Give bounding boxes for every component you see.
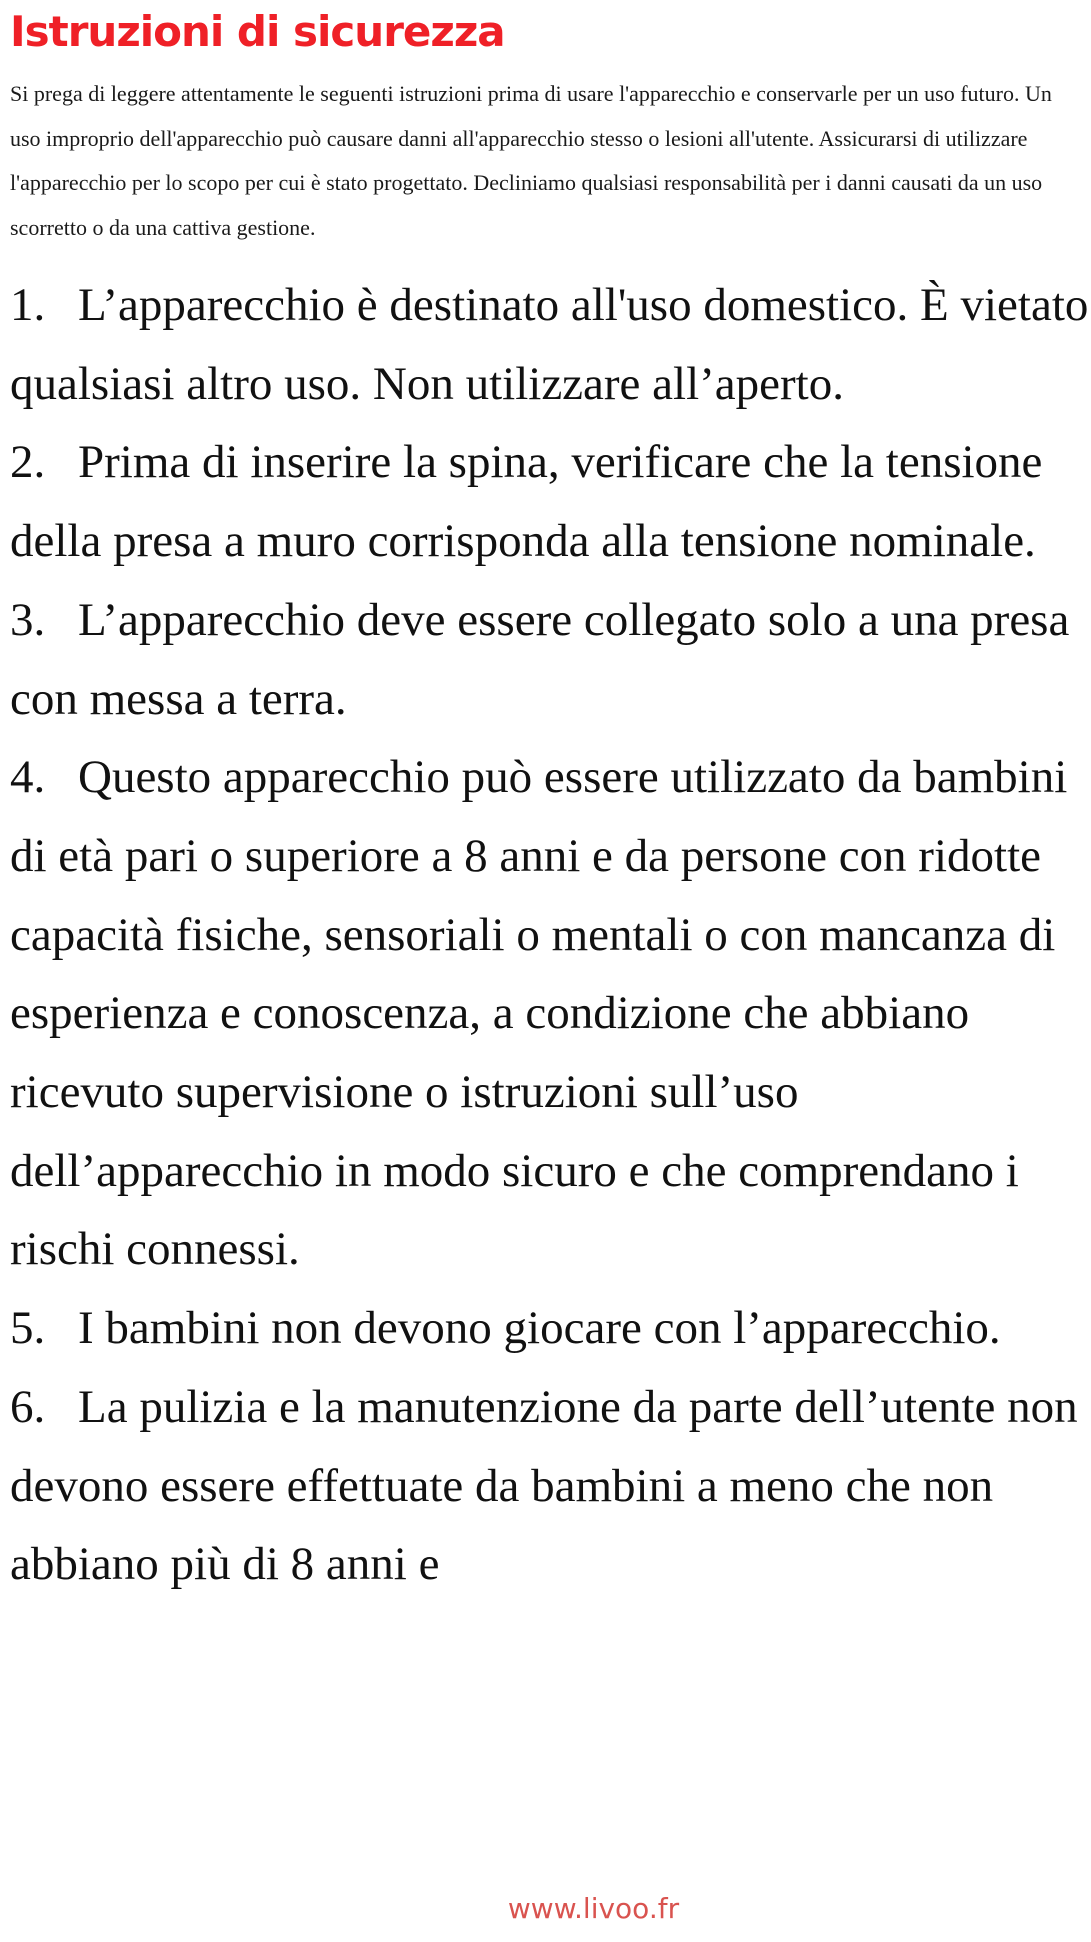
rule-text: Prima di inserire la spina, verificare che la tensione della presa a muro corrisponda alla tensione nominale. [10, 436, 1043, 568]
safety-rules-list [10, 266, 1091, 1604]
rule-number: 5. [10, 1302, 46, 1355]
rule-text: L’apparecchio deve essere collegato solo a una presa con messa a terra. [10, 593, 1070, 725]
rule-text: Questo apparecchio può essere utilizzato da bambini di età pari o superiore a 8 anni e da persone con ridotte capacità fisiche, sensoriali o mentali o con mancanza di esperienza e conoscenza, a condizione che abbiano ricevuto supervisione o istruzioni sull’uso dell’apparecchio in modo sicuro e che comprendano i rischi connessi. [10, 751, 1068, 1276]
rule-number: 6. [10, 1380, 46, 1433]
intro-paragraph: Si prega di leggere attentamente le seguenti istruzioni prima di usare l'apparecchio e conservarle per un uso futuro. Un uso improprio dell'apparecchio può causare danni all'apparecchio stesso o lesioni all'utente. Assicurarsi di utilizzare l'apparecchio per lo scopo per cui è stato progettato. Decliniamo qualsiasi responsabilità per i danni causati da un uso scorretto o da una cattiva gestione. [10, 81, 1052, 240]
safety-rule-1 [10, 266, 1091, 423]
safety-rule-4 [10, 738, 1091, 1289]
rule-text: La pulizia e la manutenzione da parte dell’utente non devono essere effettuate da bambini a meno che non abbiano più di 8 anni e [10, 1380, 1078, 1591]
safety-rule-5 [10, 1289, 1091, 1368]
rule-number: 2. [10, 436, 46, 489]
safety-rule-3 [10, 581, 1091, 738]
rule-text: L’apparecchio è destinato all'uso domestico. È vietato qualsiasi altro uso. Non utilizzare all’aperto. [10, 279, 1089, 410]
rule-number: 1. [10, 279, 46, 331]
footer-website-link[interactable]: www.livoo.fr [507, 1892, 680, 1925]
rule-number: 3. [10, 593, 46, 646]
rule-text: I bambini non devono giocare con l’apparecchio. [78, 1302, 1001, 1355]
safety-rule-6 [10, 1368, 1091, 1604]
page-title: Istruzioni di sicurezza [10, 7, 505, 56]
rule-number: 4. [10, 751, 46, 804]
safety-rule-2 [10, 423, 1091, 580]
